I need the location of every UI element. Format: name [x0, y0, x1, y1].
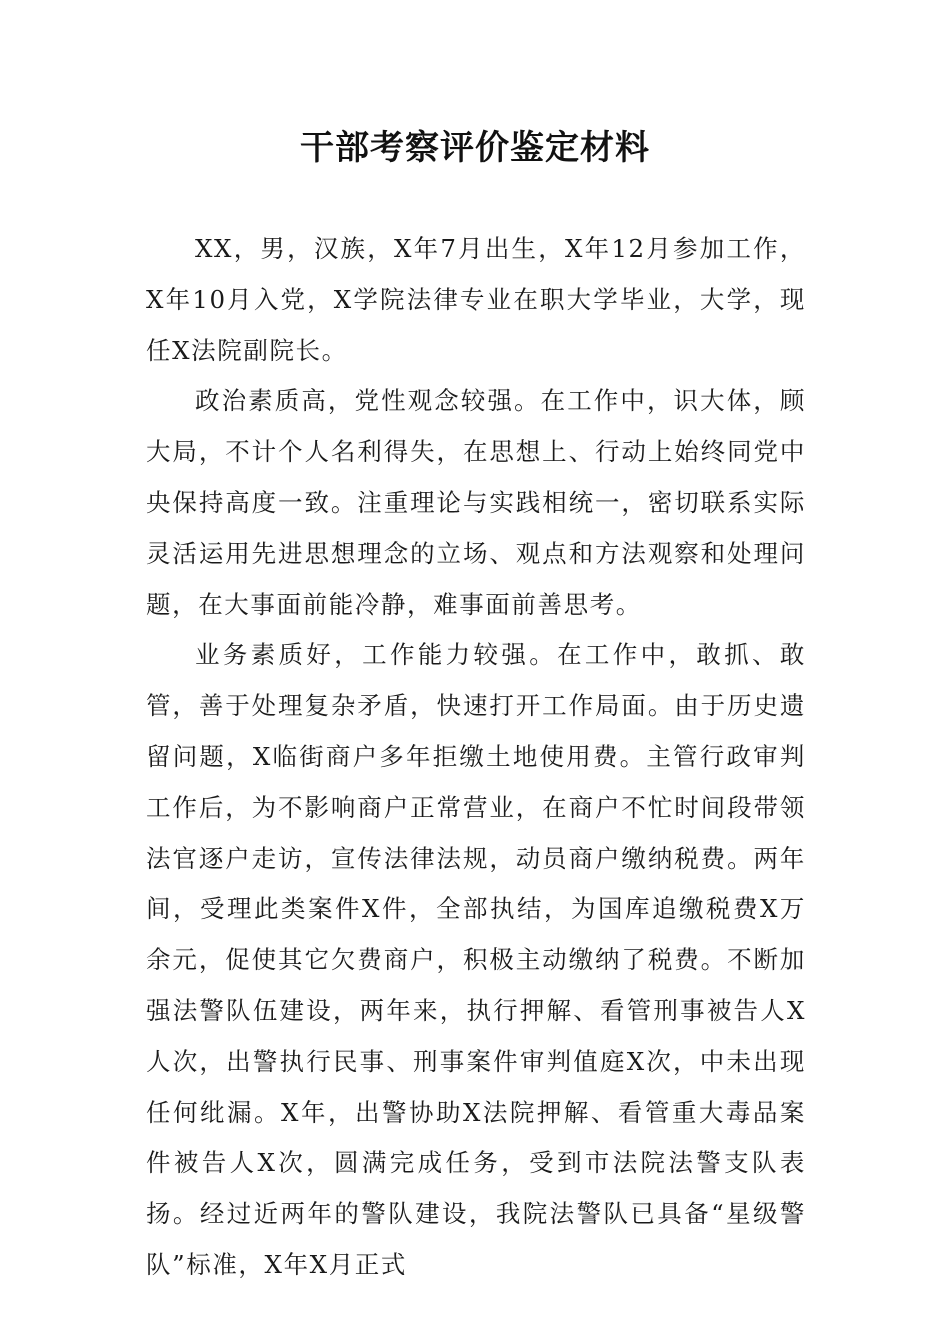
paragraph-professional-ability: 业务素质好，工作能力较强。在工作中，敢抓、敢管，善于处理复杂矛盾，快速打开工作局面。由于历史遗留问题，X临街商户多年拒缴土地使用费。主管行政审判工作后，为不影响商户正常营业，在商户不忙时间段带领法官逐户走访，宣传法律法规，动员商户缴纳税费。两年间，受理此类案件X件，全部执结，为国库追缴税费X万余元，促使其它欠费商户，积极主动缴纳了税费。不断加强法警队伍建设，两年来，执行押解、看管刑事被告人X人次，出警执行民事、刑事案件审判值庭X次，中未出现任何纰漏。X年，出警协助X法院押解、看管重大毒品案件被告人X次，圆满完成任务，受到市法院法警支队表扬。经过近两年的警队建设，我院法警队已具备“星级警队”标准，X年X月正式: [146, 640, 806, 1279]
document-body: [146, 224, 806, 1291]
paragraph-political-quality: 政治素质高，党性观念较强。在工作中，识大体，顾大局，不计个人名利得失，在思想上、行动上始终同党中央保持高度一致。注重理论与实践相统一，密切联系实际灵活运用先进思想理念的立场、观点和方法观察和处理问题，在大事面前能冷静，难事面前善思考。: [146, 386, 806, 619]
paragraph-personal-info: XX，男，汉族，X年7月出生，X年12月参加工作，X年10月入党，X学院法律专业在职大学毕业，大学，现任X法院副院长。: [146, 234, 806, 365]
document-title: 干部考察评价鉴定材料: [300, 128, 650, 168]
